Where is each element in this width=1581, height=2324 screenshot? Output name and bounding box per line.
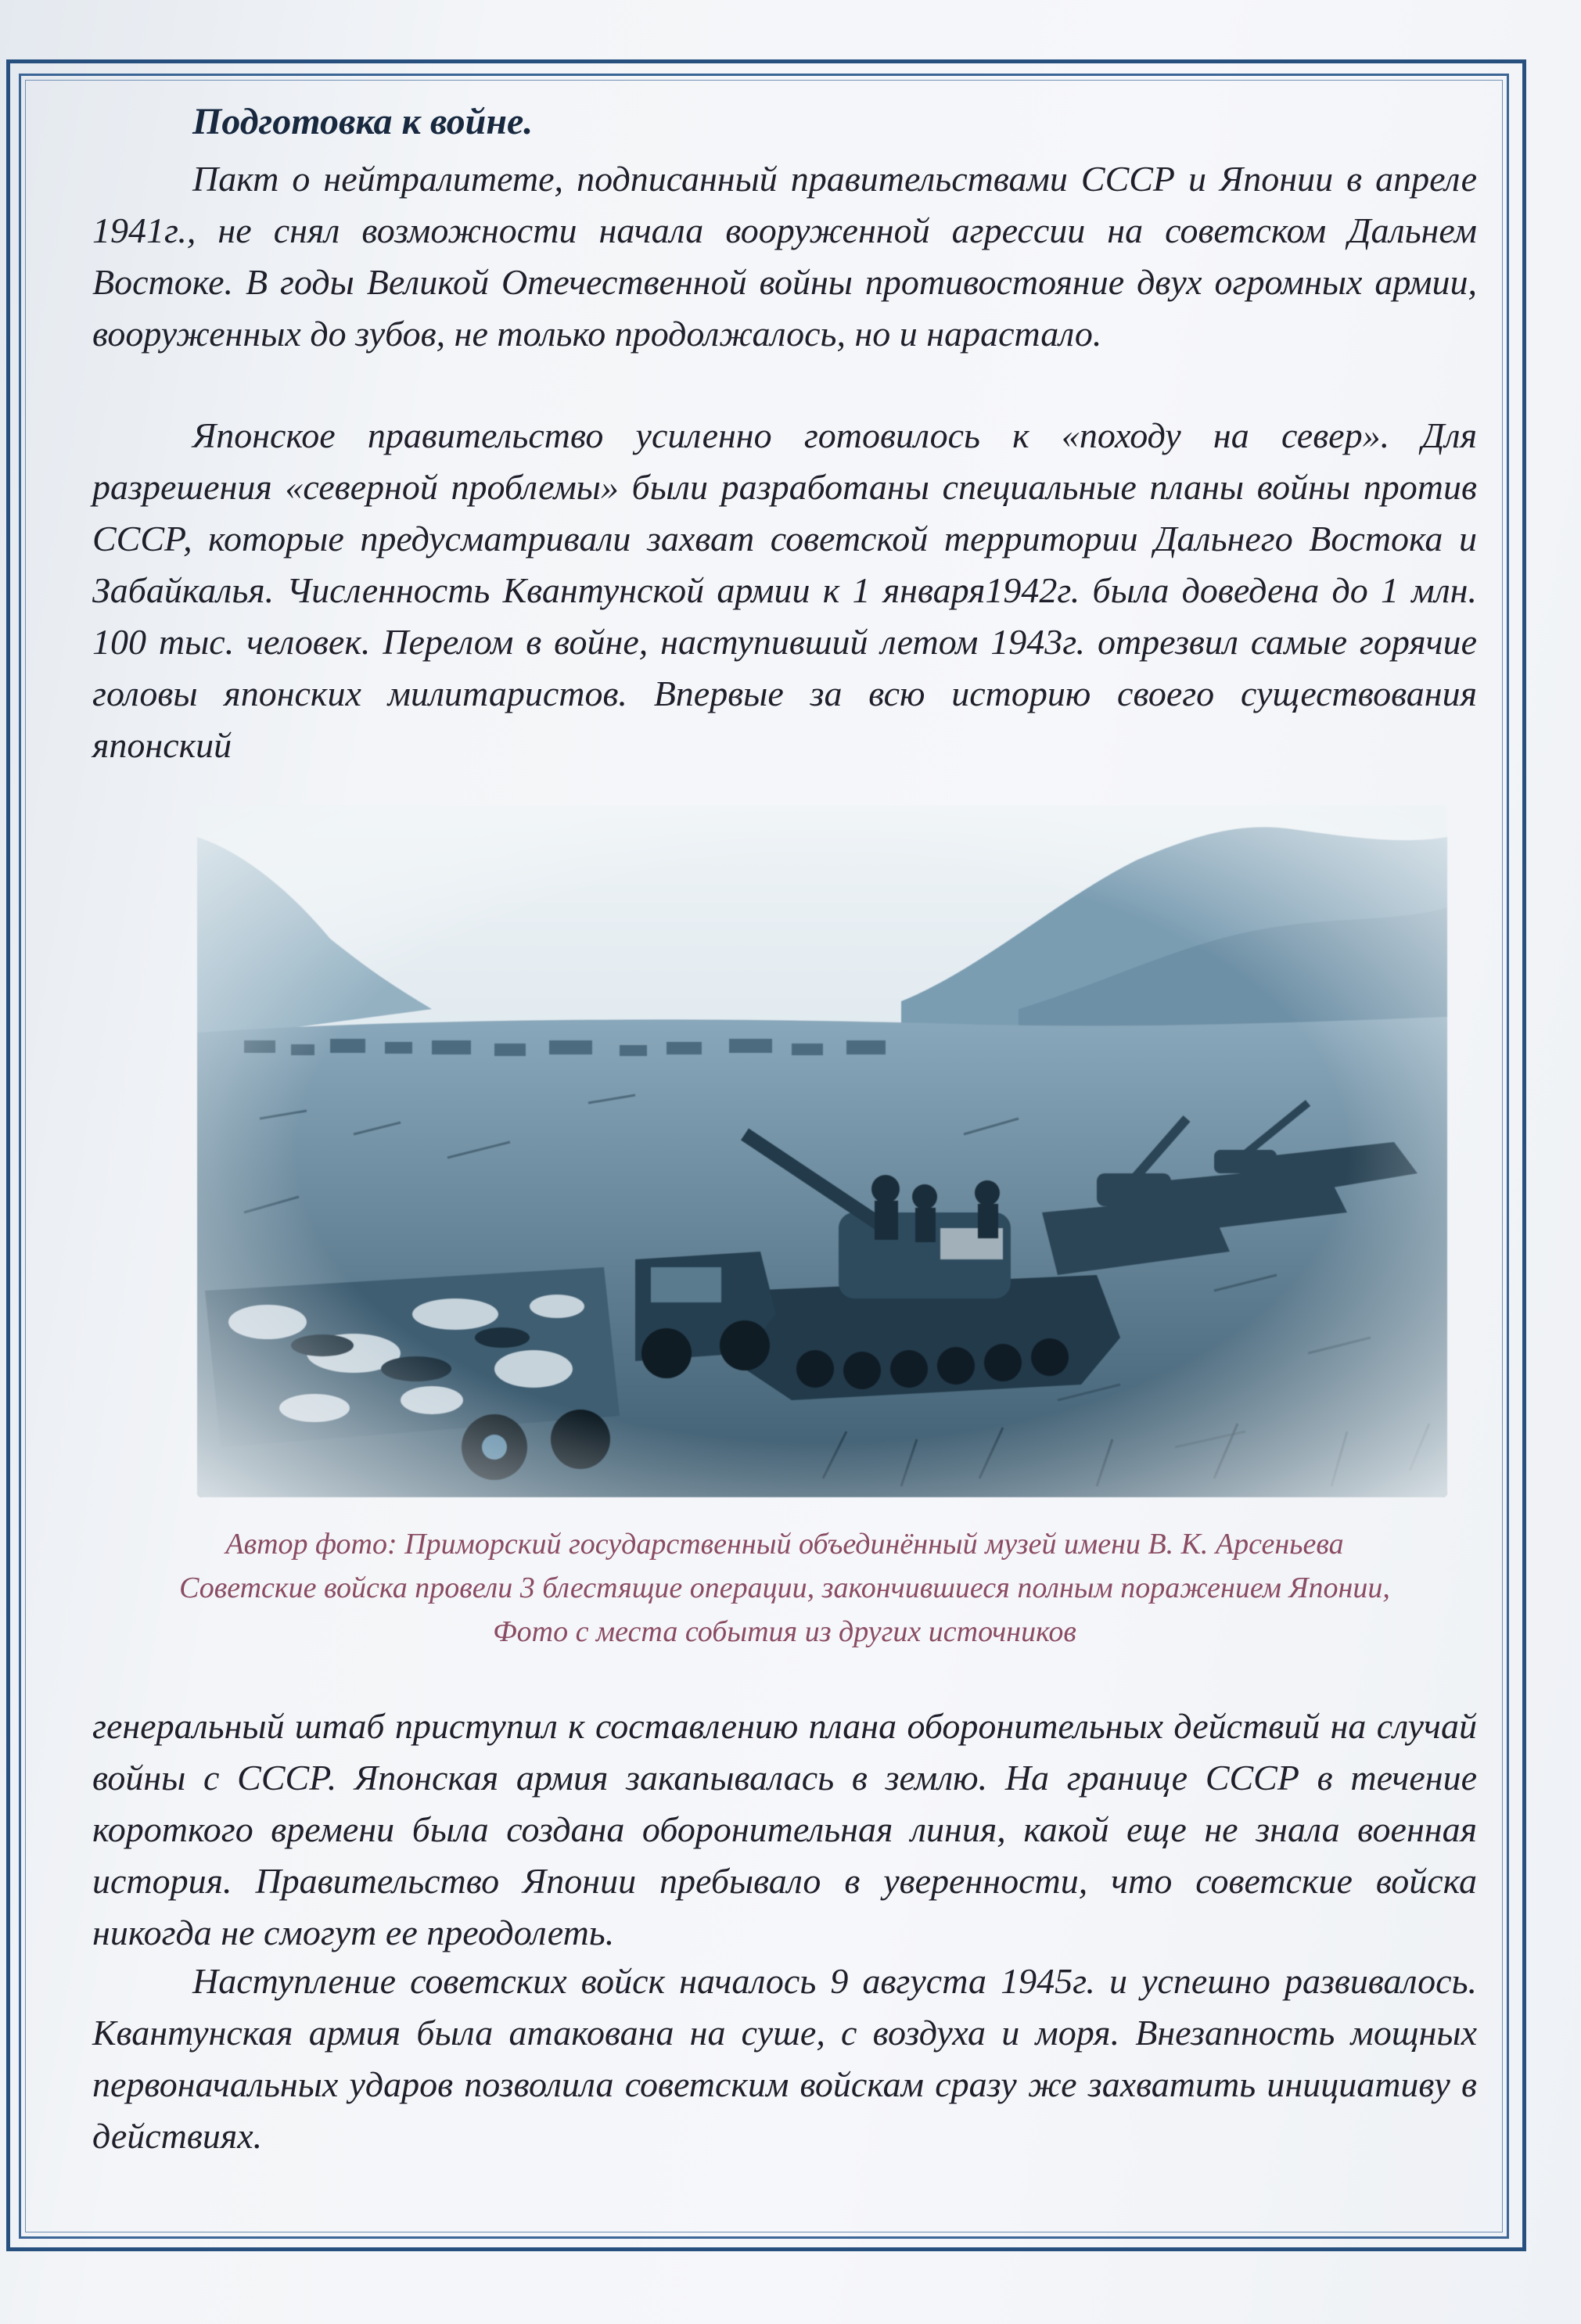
- paragraph-neutrality-pact: Пакт о нейтралитете, подписанный правительствами СССР и Японии в апреле 1941г., не снял возможности начала вооруженной агрессии на советском Дальнем Востоке. В годы Великой Отечественной войны противостояние двух огромных армии, вооруженных до зубов, не только продолжалось, но и нарастало.: [92, 159, 1477, 354]
- paragraph-japanese-preparation: Японское правительство усиленно готовилось к «походу на север». Для разрешения «северной проблемы» были разработаны специальные планы войны против СССР, которые предусматривали захват советской территории Дальнего Востока и Забайкалья. Численность Квантунской армии к 1 января1942г. была доведена до 1 млн. 100 тыс. человек. Перелом в войне, наступивший летом 1943г. отрезвил самые горячие головы японских милитаристов. Впервые за всю историю своего существования японский: [92, 415, 1477, 765]
- photo-caption-author: Автор фото: Приморский государственный объединённый музей имени В. К. Арсеньева: [225, 1528, 1344, 1561]
- paragraph-soviet-offensive: Наступление советских войск началось 9 августа 1945г. и успешно развивалось. Квантунская армия была атакована на суше, с воздуха и моря. Внезапность мощных первоначальных ударов позволила советским войскам сразу же захватить инициативу в действиях.: [92, 1961, 1477, 2156]
- photo-caption-source: Фото с места события из других источников: [493, 1615, 1076, 1648]
- photo-caption-description: Советские войска провели 3 блестящие операции, закончившиеся полным поражением Японии,: [179, 1571, 1390, 1604]
- historical-photo-tanks: [197, 806, 1447, 1497]
- section-heading: Подготовка к войне.: [192, 101, 534, 142]
- paragraph-defensive-plans: генеральный штаб приступил к составлению плана оборонительных действий на случай войны с СССР. Японская армия закапывалась в землю. На границе СССР в течение короткого времени была создана оборонительная линия, какой еще не знала военная история. Правительство Японии пребывало в уверенности, что советские войска никогда не смогут ее преодолеть.: [92, 1706, 1477, 1952]
